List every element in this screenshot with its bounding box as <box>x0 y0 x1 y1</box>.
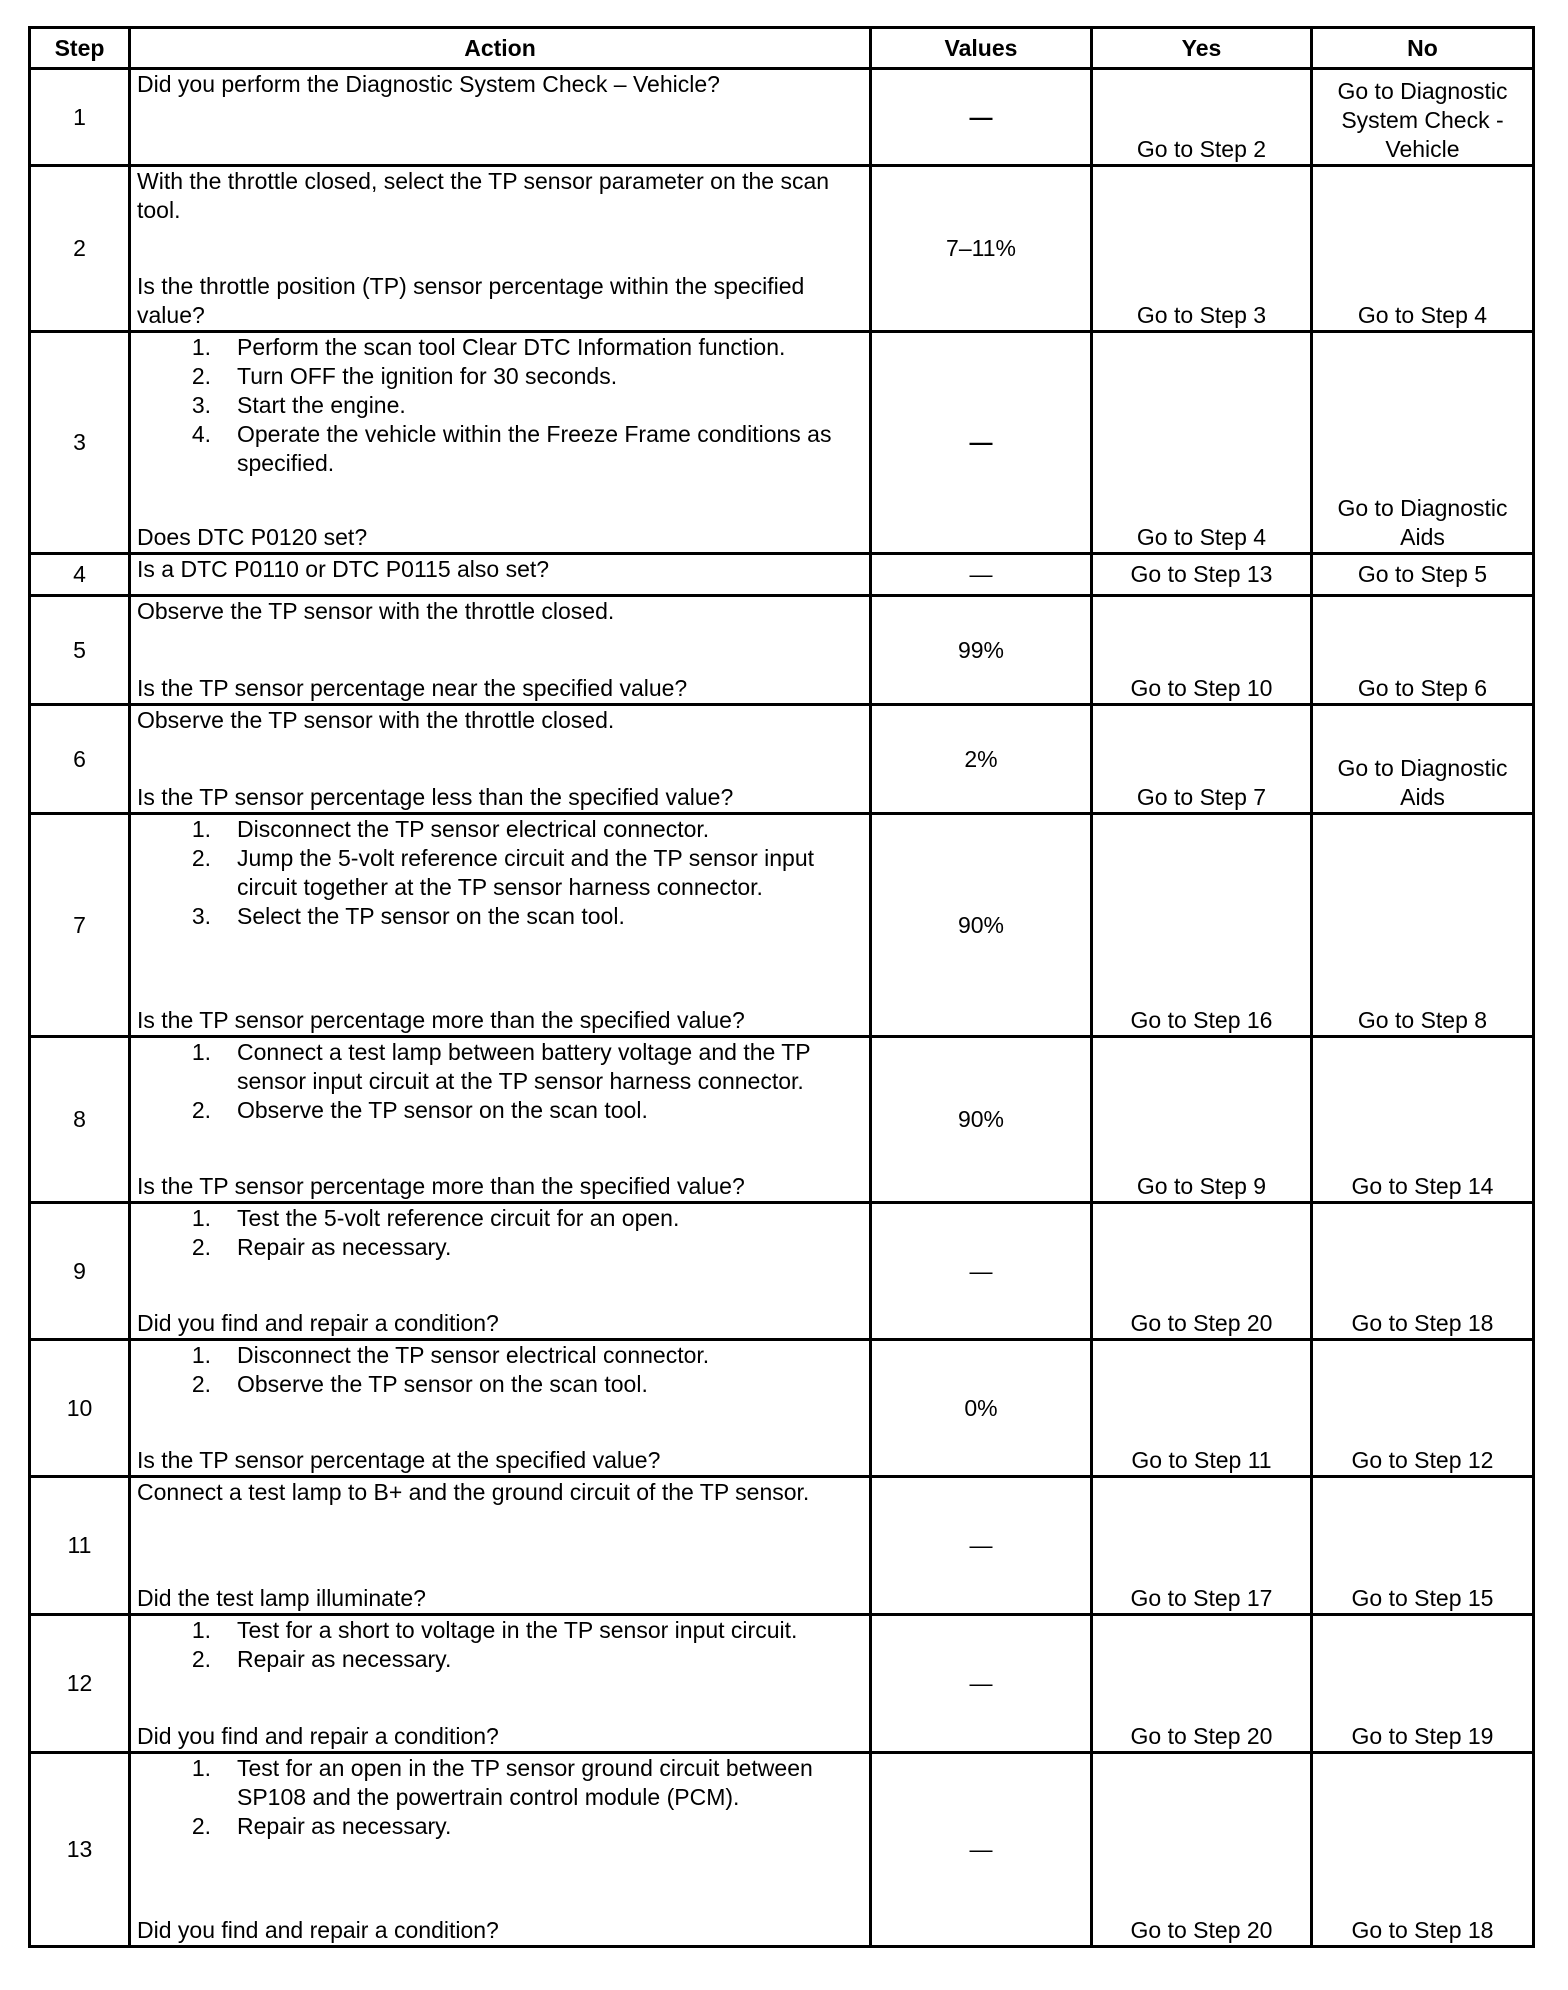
action-steps-list <box>137 1616 863 1674</box>
action-top <box>137 597 863 626</box>
yes-cell: Go to Step 3 <box>1092 166 1312 332</box>
action-content <box>137 597 863 703</box>
action-question: Did the test lamp illuminate? <box>137 1585 426 1611</box>
action-step-number: 2. <box>191 845 211 871</box>
action-cell <box>130 705 871 814</box>
action-question: Did you find and repair a condition? <box>137 1917 499 1943</box>
action-intro: Connect a test lamp to B+ and the ground circuit of the TP sensor. <box>137 1479 810 1505</box>
action-intro: Observe the TP sensor with the throttle closed. <box>137 707 615 733</box>
no-cell: Go to Step 14 <box>1312 1037 1534 1203</box>
value-cell: — <box>871 1203 1092 1340</box>
action-question: Is the TP sensor percentage more than the specified value? <box>137 1007 745 1033</box>
action-question: Is the throttle position (TP) sensor percentage within the specified value? <box>137 273 805 328</box>
action-step-text: Test for an open in the TP sensor ground circuit between SP108 and the powertrain control module (PCM). <box>237 1755 813 1810</box>
action-cell <box>130 166 871 332</box>
action-step <box>137 1233 863 1262</box>
action-step-text: Repair as necessary. <box>237 1813 452 1839</box>
action-step-text: Disconnect the TP sensor electrical connector. <box>237 1342 710 1368</box>
action-cell <box>130 1037 871 1203</box>
action-step <box>137 391 863 420</box>
action-steps-list <box>137 1754 863 1841</box>
header-yes: Yes <box>1092 28 1312 69</box>
action-cell <box>130 596 871 705</box>
action-content <box>137 167 863 330</box>
action-step-text: Test for a short to voltage in the TP sensor input circuit. <box>237 1617 798 1643</box>
yes-cell: Go to Step 2 <box>1092 69 1312 166</box>
value-cell: — <box>871 1615 1092 1753</box>
action-steps-list <box>137 815 863 931</box>
action-step-number: 1. <box>191 1755 211 1781</box>
action-top <box>137 1341 863 1399</box>
table-row <box>30 1477 1534 1615</box>
value-cell: — <box>871 1753 1092 1947</box>
no-cell: Go to Step 4 <box>1312 166 1534 332</box>
action-step-text: Start the engine. <box>237 392 406 418</box>
action-step-text: Disconnect the TP sensor electrical connector. <box>237 816 710 842</box>
no-cell: Go to Step 12 <box>1312 1340 1534 1477</box>
action-step <box>137 1645 863 1674</box>
action-content <box>137 1478 863 1613</box>
no-cell: Go to Diagnostic Aids <box>1312 705 1534 814</box>
action-content <box>137 1754 863 1945</box>
action-cell <box>130 1477 871 1615</box>
action-step-number: 3. <box>191 392 211 418</box>
action-intro: Observe the TP sensor with the throttle closed. <box>137 598 615 624</box>
action-step-number: 1. <box>191 334 211 360</box>
action-step <box>137 815 863 844</box>
action-cell <box>130 1203 871 1340</box>
value-cell: 0% <box>871 1340 1092 1477</box>
table-row <box>30 554 1534 596</box>
yes-cell: Go to Step 20 <box>1092 1753 1312 1947</box>
action-step-text: Repair as necessary. <box>237 1234 452 1260</box>
table-row <box>30 166 1534 332</box>
action-step <box>137 1341 863 1370</box>
action-question: Is the TP sensor percentage less than the specified value? <box>137 784 734 810</box>
action-step <box>137 1370 863 1399</box>
table-row <box>30 332 1534 554</box>
action-step <box>137 420 863 478</box>
action-step-number: 2. <box>191 1234 211 1260</box>
action-top <box>137 1204 863 1262</box>
action-step <box>137 902 863 931</box>
header-step: Step <box>30 28 130 69</box>
step-number: 1 <box>30 69 130 166</box>
table-row <box>30 1615 1534 1753</box>
yes-cell: Go to Step 20 <box>1092 1615 1312 1753</box>
action-cell <box>130 814 871 1037</box>
action-question: Did you find and repair a condition? <box>137 1310 499 1336</box>
step-number: 12 <box>30 1615 130 1753</box>
step-number: 10 <box>30 1340 130 1477</box>
no-cell: Go to Step 8 <box>1312 814 1534 1037</box>
yes-cell: Go to Step 9 <box>1092 1037 1312 1203</box>
diagnostic-table <box>28 26 1535 1948</box>
action-step-number: 2. <box>191 1097 211 1123</box>
action-step <box>137 1204 863 1233</box>
yes-cell: Go to Step 10 <box>1092 596 1312 705</box>
value-cell: 2% <box>871 705 1092 814</box>
action-step <box>137 362 863 391</box>
action-content <box>137 70 863 164</box>
action-step-number: 1. <box>191 1205 211 1231</box>
step-number: 9 <box>30 1203 130 1340</box>
action-top <box>137 1616 863 1674</box>
step-number: 13 <box>30 1753 130 1947</box>
table-row <box>30 705 1534 814</box>
action-cell <box>130 1615 871 1753</box>
action-steps-list <box>137 1204 863 1262</box>
action-step <box>137 1616 863 1645</box>
action-cell <box>130 332 871 554</box>
table-row <box>30 1753 1534 1947</box>
yes-cell: Go to Step 7 <box>1092 705 1312 814</box>
action-step-number: 2. <box>191 1813 211 1839</box>
value-cell: 90% <box>871 814 1092 1037</box>
action-top <box>137 1754 863 1841</box>
action-step-text: Test the 5-volt reference circuit for an open. <box>237 1205 680 1231</box>
action-step-number: 2. <box>191 363 211 389</box>
action-top <box>137 1038 863 1125</box>
action-step <box>137 1038 863 1096</box>
action-steps-list <box>137 1341 863 1399</box>
action-question: Is the TP sensor percentage more than the specified value? <box>137 1173 745 1199</box>
action-step <box>137 844 863 902</box>
value-cell: — <box>871 332 1092 554</box>
action-step-text: Turn OFF the ignition for 30 seconds. <box>237 363 618 389</box>
action-top <box>137 70 863 99</box>
action-question: Is the TP sensor percentage at the specified value? <box>137 1447 661 1473</box>
yes-cell: Go to Step 17 <box>1092 1477 1312 1615</box>
action-top <box>137 555 863 584</box>
yes-cell: Go to Step 11 <box>1092 1340 1312 1477</box>
action-step-text: Observe the TP sensor on the scan tool. <box>237 1371 648 1397</box>
action-step-number: 1. <box>191 816 211 842</box>
step-number: 7 <box>30 814 130 1037</box>
action-step <box>137 1754 863 1812</box>
action-steps-list <box>137 333 863 478</box>
no-cell: Go to Step 18 <box>1312 1203 1534 1340</box>
action-step-number: 2. <box>191 1646 211 1672</box>
table-row <box>30 1203 1534 1340</box>
header-values: Values <box>871 28 1092 69</box>
action-cell <box>130 554 871 596</box>
action-content <box>137 333 863 552</box>
no-cell: Go to Step 18 <box>1312 1753 1534 1947</box>
action-cell <box>130 1753 871 1947</box>
action-step-text: Perform the scan tool Clear DTC Information function. <box>237 334 786 360</box>
step-number: 5 <box>30 596 130 705</box>
yes-cell: Go to Step 13 <box>1092 554 1312 596</box>
table-body <box>30 69 1534 1947</box>
no-cell: Go to Diagnostic Aids <box>1312 332 1534 554</box>
step-number: 2 <box>30 166 130 332</box>
action-cell <box>130 1340 871 1477</box>
action-step-number: 3. <box>191 903 211 929</box>
step-number: 8 <box>30 1037 130 1203</box>
action-step <box>137 1096 863 1125</box>
table-row <box>30 1340 1534 1477</box>
header-action: Action <box>130 28 871 69</box>
action-step-text: Jump the 5-volt reference circuit and the TP sensor input circuit together at the TP sensor harness connector. <box>237 845 815 900</box>
action-top <box>137 167 863 225</box>
action-question: Is the TP sensor percentage near the specified value? <box>137 675 688 701</box>
table-row <box>30 69 1534 166</box>
action-step-text: Repair as necessary. <box>237 1646 452 1672</box>
header-row <box>30 28 1534 69</box>
action-step-text: Connect a test lamp between battery voltage and the TP sensor input circuit at the TP sensor harness connector. <box>237 1039 811 1094</box>
action-content <box>137 555 863 594</box>
action-step <box>137 333 863 362</box>
action-step-text: Observe the TP sensor on the scan tool. <box>237 1097 648 1123</box>
action-step-text: Select the TP sensor on the scan tool. <box>237 903 625 929</box>
value-cell: — <box>871 1477 1092 1615</box>
action-top <box>137 333 863 478</box>
no-cell: Go to Step 6 <box>1312 596 1534 705</box>
action-content <box>137 1204 863 1338</box>
step-number: 3 <box>30 332 130 554</box>
table-row <box>30 1037 1534 1203</box>
no-cell: Go to Step 15 <box>1312 1477 1534 1615</box>
action-content <box>137 706 863 812</box>
action-step-number: 2. <box>191 1371 211 1397</box>
action-intro: With the throttle closed, select the TP sensor parameter on the scan tool. <box>137 168 830 223</box>
action-intro: Did you perform the Diagnostic System Check – Vehicle? <box>137 71 720 97</box>
value-cell: 7–11% <box>871 166 1092 332</box>
table-row <box>30 596 1534 705</box>
action-question: Did you find and repair a condition? <box>137 1723 499 1749</box>
no-cell: Go to Diagnostic System Check - Vehicle <box>1312 69 1534 166</box>
action-top <box>137 815 863 931</box>
action-content <box>137 815 863 1035</box>
action-step-text: Operate the vehicle within the Freeze Frame conditions as specified. <box>237 421 832 476</box>
step-number: 6 <box>30 705 130 814</box>
action-step-number: 1. <box>191 1039 211 1065</box>
action-top <box>137 1478 863 1507</box>
no-cell: Go to Step 5 <box>1312 554 1534 596</box>
value-cell: 90% <box>871 1037 1092 1203</box>
yes-cell: Go to Step 20 <box>1092 1203 1312 1340</box>
action-step-number: 1. <box>191 1617 211 1643</box>
action-step-number: 1. <box>191 1342 211 1368</box>
action-question: Does DTC P0120 set? <box>137 524 368 550</box>
step-number: 4 <box>30 554 130 596</box>
action-content <box>137 1341 863 1475</box>
step-number: 11 <box>30 1477 130 1615</box>
yes-cell: Go to Step 4 <box>1092 332 1312 554</box>
value-cell: — <box>871 554 1092 596</box>
action-intro: Is a DTC P0110 or DTC P0115 also set? <box>137 556 550 582</box>
action-content <box>137 1038 863 1201</box>
value-cell: — <box>871 69 1092 166</box>
action-step <box>137 1812 863 1841</box>
action-top <box>137 706 863 735</box>
table-row <box>30 814 1534 1037</box>
action-cell <box>130 69 871 166</box>
action-steps-list <box>137 1038 863 1125</box>
action-step-number: 4. <box>191 421 211 447</box>
no-cell: Go to Step 19 <box>1312 1615 1534 1753</box>
action-content <box>137 1616 863 1751</box>
value-cell: 99% <box>871 596 1092 705</box>
yes-cell: Go to Step 16 <box>1092 814 1312 1037</box>
header-no: No <box>1312 28 1534 69</box>
